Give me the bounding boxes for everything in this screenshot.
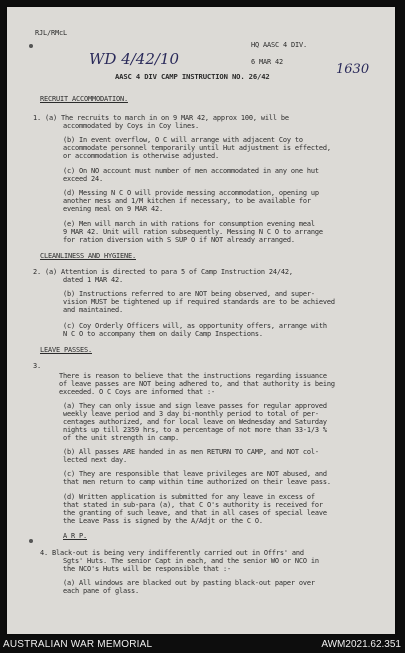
body-text-line: that stated in sub-para (a), that C O's authority is received for <box>63 501 323 509</box>
body-text-line: 2. (a) Attention is directed to para 5 of Camp Instruction 24/42, <box>33 268 293 276</box>
hq-designation: HQ AASC 4 DIV. <box>251 41 307 49</box>
body-text-line: (c) Coy Orderly Officers will, as opportunity offers, arrange with <box>63 322 327 330</box>
footer-institution: AUSTRALIAN WAR MEMORIAL <box>3 639 153 650</box>
body-text-line: N C O to accompany them on daily Camp Inspections. <box>63 330 263 338</box>
body-text-line: nights up till 2359 hrs, to a percentage of not more than 33-1/3 % <box>63 426 327 434</box>
body-text-line: the Leave Pass is signed by the A/Adjt or the C O. <box>63 517 263 525</box>
body-text-line: 4. Black-out is being very indifferently carried out in Offrs' and <box>40 549 304 557</box>
body-text-line: (b) In event overflow, O C will arrange with adjacent Coy to <box>63 136 303 144</box>
body-text-line: of the unit strength in camp. <box>63 434 179 442</box>
body-text-line: (b) Instructions referred to are NOT being observed, and super- <box>63 290 315 298</box>
document-page <box>7 7 395 634</box>
body-text-line: There is reason to believe that the instructions regarding issuance <box>59 372 327 380</box>
body-text-line: accommodated by Coys in Coy lines. <box>63 122 199 130</box>
body-text-line: (a) They can only issue and sign leave passes for regular approved <box>63 402 327 410</box>
body-text-line: (c) On NO account must number of men accommodated in any one hut <box>63 167 319 175</box>
footer-accession-number: AWM2021.62.351 <box>321 639 401 650</box>
body-text-line: weekly leave period and 3 day bi-monthly period to total of per- <box>63 410 319 418</box>
body-text-line: exceed 24. <box>63 175 103 183</box>
body-text-line: (c) They are responsible that leave privileges are NOT abused, and <box>63 470 327 478</box>
body-text-line: exceeded. O C Coys are informed that :- <box>59 388 215 396</box>
body-text-line: of leave passes are NOT being adhered to, and that authority is being <box>59 380 335 388</box>
section-heading: RECRUIT ACCOMMODATION. <box>40 95 128 103</box>
body-text-line: (d) Messing N C O will provide messing accommodation, opening up <box>63 189 319 197</box>
body-text-line: that men return to camp within time authorized on their leave pass. <box>63 478 331 486</box>
section-heading: A R P. <box>63 532 87 540</box>
body-text-line: vision MUST be tightened up if required standards are to be achieved <box>63 298 335 306</box>
body-text-line: each pane of glass. <box>63 587 139 595</box>
body-text-line: Sgts' Huts. The senior Capt in each, and the senior WO or NCO in <box>63 557 319 565</box>
body-text-line: and maintained. <box>63 306 123 314</box>
punch-hole <box>29 44 33 48</box>
document-title: AASC 4 DIV CAMP INSTRUCTION NO. 26/42 <box>115 72 270 81</box>
section-heading: LEAVE PASSES. <box>40 346 92 354</box>
body-text-line: accommodate personnel temporarily until Hut adjustment is effected, <box>63 144 331 152</box>
body-text-line: (e) Men will march in with rations for consumption evening meal <box>63 220 315 228</box>
body-text-line: dated 1 MAR 42. <box>63 276 123 284</box>
body-text-line: the NCO's Huts will be responsible that :- <box>63 565 231 573</box>
body-text-line: for ration diversion with S SUP O if NOT already arranged. <box>63 236 295 244</box>
section-heading: CLEANLINESS AND HYGIENE. <box>40 252 136 260</box>
handwritten-file-ref: WD 4/42/10 <box>89 50 180 68</box>
body-text-line: 3. <box>33 362 41 370</box>
body-text-line: 9 MAR 42. Unit will ration subsequently. Messing N C O to arrange <box>63 228 323 236</box>
body-text-line: (d) Written application is submitted for any leave in excess of <box>63 493 315 501</box>
body-text-line: (a) All windows are blacked out by pasting black-out paper over <box>63 579 315 587</box>
body-text-line: (b) All passes ARE handed in as men RETURN TO CAMP, and NOT col- <box>63 448 319 456</box>
body-text-line: another mess and 1/M kitchen if necessary, to be available for <box>63 197 311 205</box>
body-text-line: lected next day. <box>63 456 127 464</box>
body-text-line: centages authorized, and for local leave on Wednesday and Saturday <box>63 418 327 426</box>
document-date: 6 MAR 42 <box>251 58 283 66</box>
body-text-line: or accommodation is otherwise adjusted. <box>63 152 219 160</box>
body-text-line: the granting of such leave, and that in all cases of special leave <box>63 509 327 517</box>
handwritten-folio-number: 1630 <box>336 62 370 77</box>
reference-code: RJL/RMcL <box>35 29 67 37</box>
body-text-line: 1. (a) The recruits to march in on 9 MAR 42, approx 100, will be <box>33 114 289 122</box>
punch-hole <box>29 539 33 543</box>
body-text-line: evening meal on 9 MAR 42. <box>63 205 163 213</box>
